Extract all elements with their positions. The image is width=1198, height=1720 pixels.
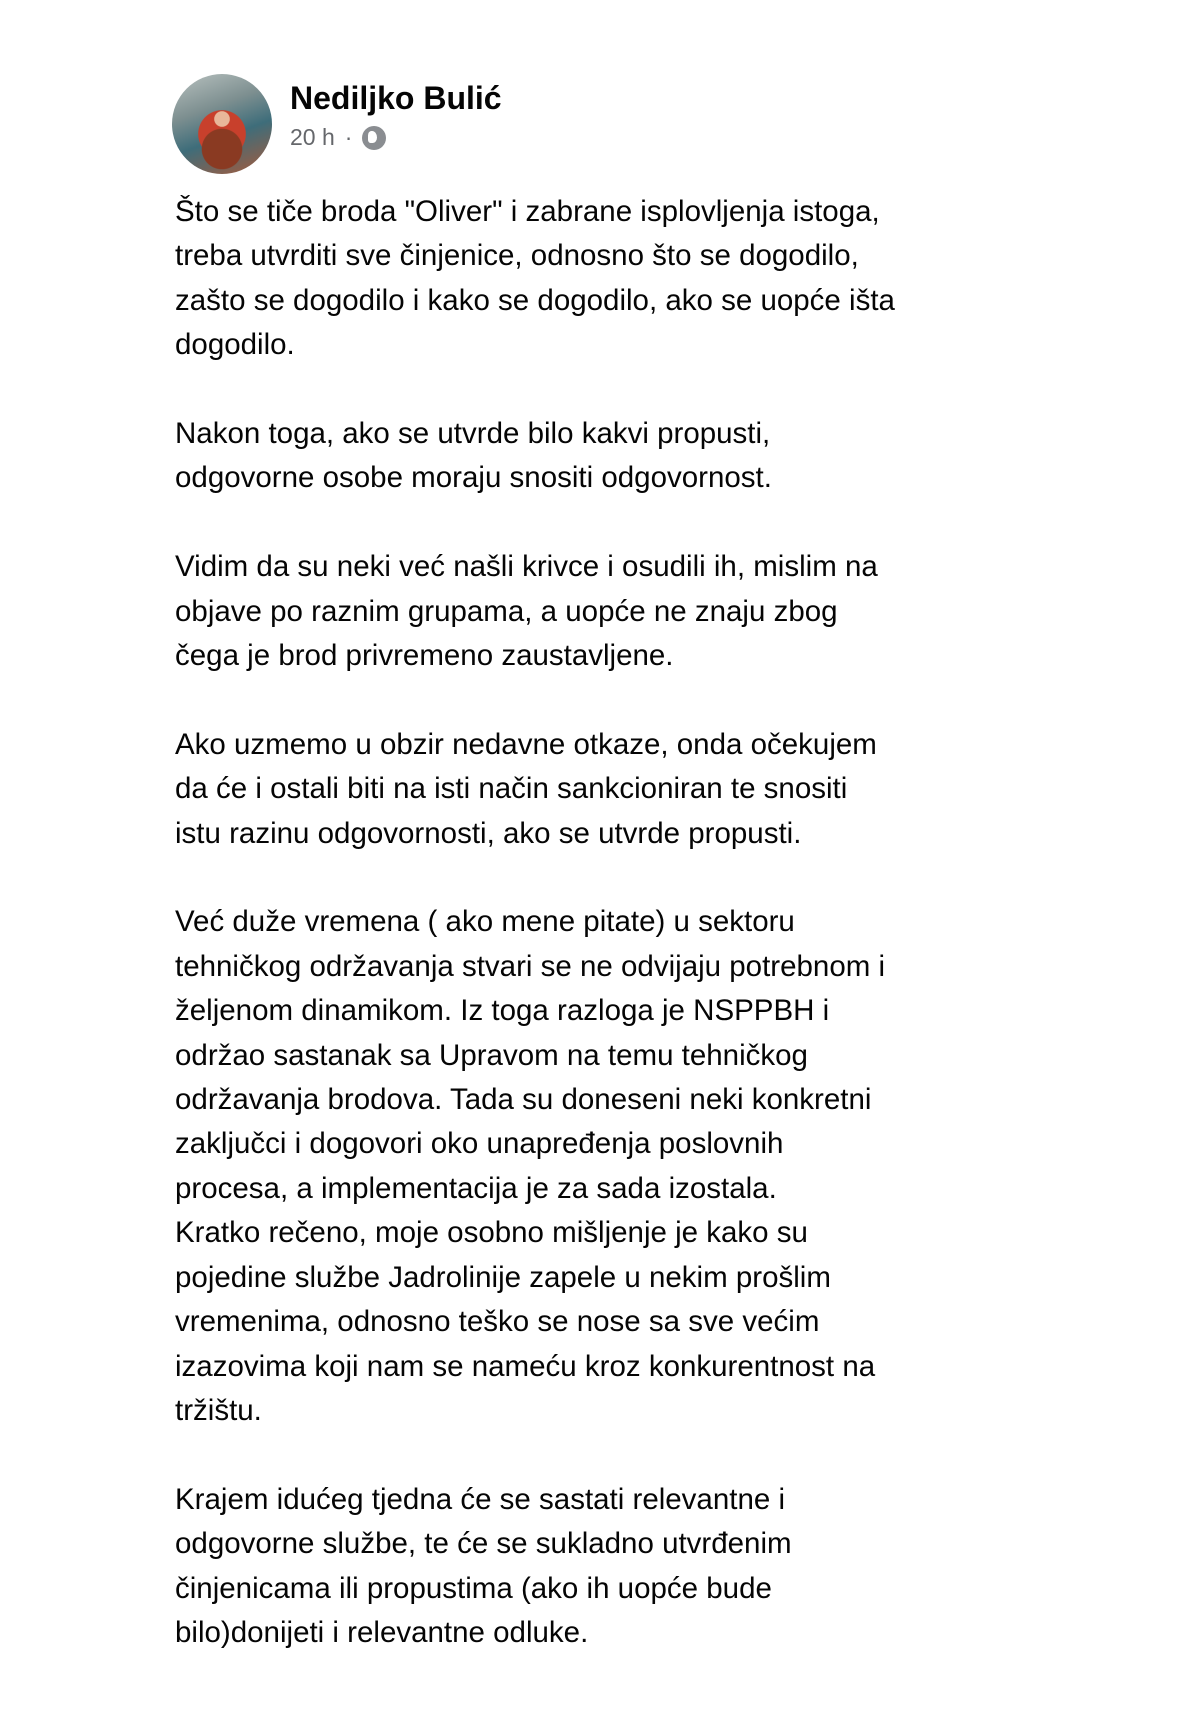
meta-separator: ·	[344, 124, 353, 150]
globe-icon[interactable]	[362, 126, 386, 150]
author-name[interactable]: Nediljko Bulić	[290, 80, 502, 116]
post-time[interactable]: 20 h	[290, 124, 335, 150]
post-paragraph: Krajem idućeg tjedna će se sastati relevantne i odgovorne službe, te će se sukladno utvrđenim činjenicama ili propustima (ako ih uopće bude bilo)donijeti i relevantne odluke.	[175, 1482, 792, 1649]
post-body	[175, 190, 1075, 1700]
post-paragraph: Već duže vremena ( ako mene pitate) u sektoru tehničkog održavanja stvari se ne odvijaju potrebnom i željenom dinamikom. Iz toga razloga je NSPPBH i održao sastanak sa Upravom na temu tehničkog održavanja brodova. Tada su doneseni neki konkretni zaključci i dogovori oko unapređenja poslovnih procesa, a implementacija je za sada izostala. Kratko rečeno, moje osobno mišljenje je kako su pojedine službe Jadrolinije zapele u nekim prošlim vremenima, odnosno teško se nose sa sve većim izazovima koji nam se nameću kroz konkurentnost na tržištu.	[175, 905, 886, 1427]
post-paragraph: Ako uzmemo u obzir nedavne otkaze, onda očekujem da će i ostali biti na isti način sankcioniran te snositi istu razinu odgovornosti, ako se utvrde propusti.	[175, 727, 877, 850]
post-paragraph: Što se tiče broda "Oliver" i zabrane isplovljenja istoga, treba utvrditi sve činjenice, odnosno što se dogodilo, zašto se dogodilo i kako se dogodilo, ako se uopće išta dogodilo.	[175, 195, 895, 362]
post-paragraph: Nakon toga, ako se utvrde bilo kakvi propusti, odgovorne osobe moraju snositi odgovornost.	[175, 417, 772, 495]
post-meta	[290, 124, 386, 151]
post-paragraph: Vidim da su neki već našli krivce i osudili ih, mislim na objave po raznim grupama, a uopće ne znaju zbog čega je brod privremeno zaustavljene.	[175, 550, 878, 673]
author-avatar[interactable]	[172, 74, 272, 174]
